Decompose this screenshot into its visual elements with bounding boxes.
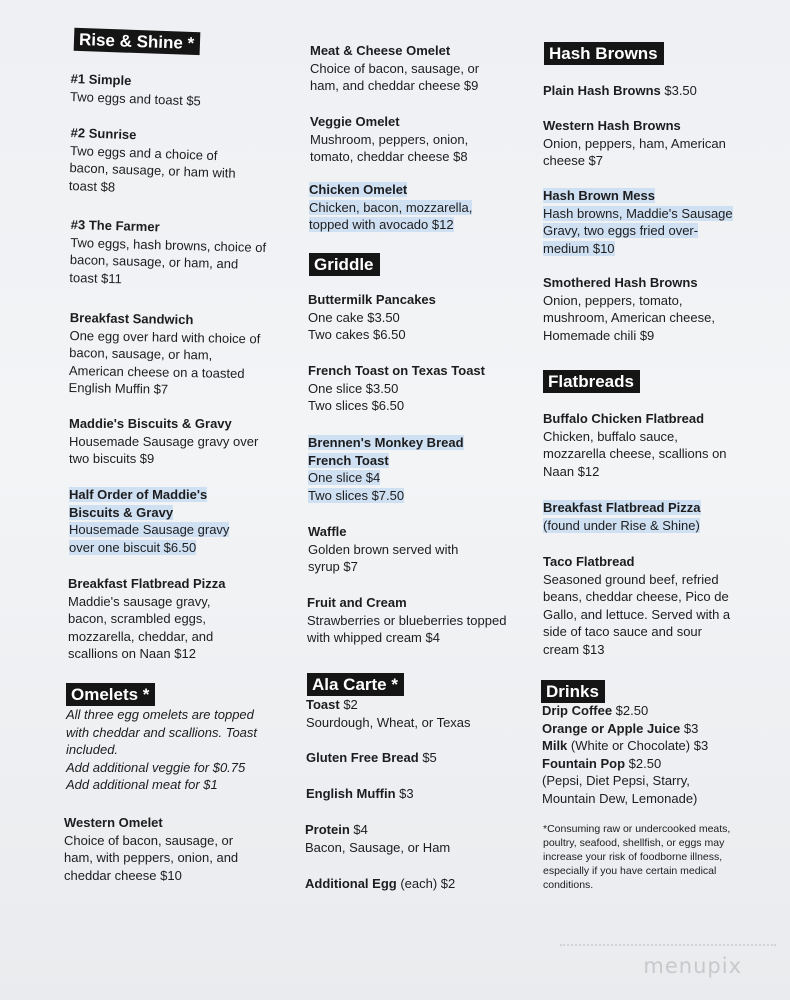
item-desc: Mushroom, peppers, onion, tomato, cheddar cheese $8 [310, 131, 469, 165]
item-desc: One egg over hard with choice of bacon, sausage, or ham, American cheese on a toasted English Muffin $7 [68, 327, 261, 398]
drink-item: Milk (White or Chocolate) $3 [542, 738, 709, 754]
section-omelets: Omelets * [66, 683, 155, 706]
item-desc: Housemade Sausage gravy over two biscuits $9 [69, 433, 259, 467]
item-price: One cake $3.50 [308, 309, 400, 325]
section-griddle: Griddle [309, 253, 380, 276]
item-name: Toast [306, 697, 340, 712]
item-price: $2 [339, 697, 358, 712]
item-name: Buttermilk Pancakes [308, 292, 436, 307]
item-name: Breakfast Flatbread Pizza [68, 576, 226, 591]
item-name: Chicken Omelet [309, 182, 408, 197]
item-desc: Two eggs and a choice of bacon, sausage, or ham with toast $8 [68, 142, 236, 195]
menu-item [64, 814, 259, 884]
menu-item [543, 82, 743, 100]
item-desc: Onion, peppers, tomato, mushroom, American cheese, Homemade chili $9 [543, 292, 715, 343]
item-desc: (found under Rise & Shine) [543, 517, 700, 533]
menu-item-highlighted [543, 499, 743, 534]
item-desc: Maddie's sausage gravy, bacon, scrambled eggs, mozzarella, cheddar, and scallions on Naan $12 [68, 593, 214, 662]
menu-item [310, 42, 510, 95]
item-name: Western Hash Browns [543, 118, 681, 133]
item-name: Maddie's Biscuits & Gravy [69, 416, 232, 431]
section-flatbreads: Flatbreads [543, 370, 640, 393]
menu-item [70, 70, 271, 112]
menu-item [305, 821, 505, 856]
menu-item [69, 415, 259, 468]
menu-item [307, 594, 507, 647]
item-name: Veggie Omelet [310, 114, 400, 129]
menu-item-highlighted [308, 434, 478, 504]
item-desc: Housemade Sausage gravy over one biscuit $6.50 [69, 522, 230, 555]
omelet-note [66, 706, 266, 794]
menu-item [306, 696, 506, 731]
drink-item: Fountain Pop $2.50 [542, 755, 662, 771]
item-name: Buffalo Chicken Flatbread [543, 411, 705, 426]
disclaimer: *Consuming raw or undercooked meats, poultry, seafood, shellfish, or eggs may increase your risk of foodborne illness, especially if you have certain medical conditions. [543, 823, 731, 891]
item-name: Half Order of Maddie's Biscuits & Gravy [69, 487, 208, 520]
item-price: One slice $3.50 [308, 380, 399, 396]
menu-item [68, 309, 270, 400]
item-desc: Bacon, Sausage, or Ham [305, 839, 451, 855]
item-name: Meat & Cheese Omelet [310, 43, 451, 58]
menu-item [543, 410, 743, 480]
item-name: Smothered Hash Browns [543, 275, 698, 290]
drinks-list [542, 702, 752, 808]
item-desc: Choice of bacon, sausage, or ham, with peppers, onion, and cheddar cheese $10 [64, 832, 239, 883]
item-name: Taco Flatbread [543, 554, 635, 569]
item-name: Breakfast Flatbread Pizza [543, 500, 701, 515]
watermark-logo: menupix [643, 954, 742, 978]
menu-item-highlighted [69, 486, 249, 556]
menu-item [306, 785, 506, 803]
menu-item [543, 274, 733, 344]
item-price: $3 [395, 786, 414, 801]
item-desc: Choice of bacon, sausage, or ham, and cheddar cheese $9 [310, 60, 480, 94]
item-name: Brennen's Monkey Bread French Toast [308, 435, 464, 468]
divider [560, 944, 776, 946]
item-desc: Hash browns, Maddie's Sausage Gravy, two eggs fried over-medium $10 [543, 205, 733, 256]
item-price: $3.50 [660, 83, 697, 98]
menu-item [310, 113, 490, 166]
item-price: Two slices $7.50 [308, 487, 405, 503]
item-desc: Sourdough, Wheat, or Texas [306, 714, 471, 730]
note-line: Add additional veggie for $0.75 [66, 759, 246, 775]
note-line: Add additional meat for $1 [66, 777, 218, 793]
menu-item [308, 291, 508, 344]
menu-item-highlighted [543, 187, 743, 257]
item-name: Gluten Free Bread [306, 750, 419, 765]
item-desc: Golden brown served with syrup $7 [308, 541, 459, 575]
menu-item [68, 575, 253, 663]
item-name: #3 The Farmer [70, 216, 160, 235]
item-name: English Muffin [306, 786, 396, 801]
item-name: Fruit and Cream [307, 595, 407, 610]
menu-item [543, 553, 738, 659]
item-desc: Chicken, bacon, mozzarella, topped with avocado $12 [309, 199, 473, 233]
menu-item-highlighted [309, 181, 484, 234]
item-price: $5 [418, 750, 437, 765]
section-ala-carte: Ala Carte * [307, 673, 404, 696]
item-name: #1 Simple [70, 70, 132, 89]
menu-item [308, 523, 478, 576]
item-price: Two cakes $6.50 [308, 327, 406, 343]
item-name: French Toast on Texas Toast [308, 363, 485, 378]
item-name: Breakfast Sandwich [69, 309, 194, 328]
item-name: Additional Egg [305, 876, 397, 891]
item-name: Waffle [308, 524, 347, 539]
section-rise-shine: Rise & Shine * [74, 28, 201, 55]
item-desc: Two eggs, hash browns, choice of bacon, sausage, or ham, and toast $11 [69, 234, 267, 287]
menu-item [308, 362, 518, 415]
pop-list: (Pepsi, Diet Pepsi, Starry, Mountain Dew, Lemonade) [542, 773, 698, 806]
item-name: Hash Brown Mess [543, 188, 655, 203]
item-price: One slice $4 [308, 470, 381, 486]
item-price: (each) $2 [396, 876, 456, 891]
item-desc: Onion, peppers, ham, American cheese $7 [543, 135, 726, 169]
menu-item [543, 117, 743, 170]
item-price: $4 [349, 822, 368, 837]
menu-item [305, 875, 505, 893]
item-desc: Strawberries or blueberries topped with whipped cream $4 [307, 612, 507, 646]
note-line: All three egg omelets are topped with cheddar and scallions. Toast included. [66, 707, 258, 758]
section-hash-browns: Hash Browns [544, 42, 664, 65]
item-desc: Two eggs and toast $5 [69, 88, 202, 109]
drink-item: Drip Coffee $2.50 [542, 703, 649, 718]
item-name: Plain Hash Browns [543, 83, 661, 98]
item-desc: Chicken, buffalo sauce, mozzarella cheese, scallions on Naan $12 [543, 428, 727, 479]
item-desc: Seasoned ground beef, refried beans, cheddar cheese, Pico de Gallo, and lettuce. Served with a side of taco sauce and sour cream $13 [543, 571, 731, 657]
item-name: Western Omelet [64, 815, 163, 830]
item-price: Two slices $6.50 [308, 398, 405, 414]
section-drinks: Drinks [541, 680, 605, 703]
drink-item: Orange or Apple Juice $3 [542, 720, 699, 736]
item-name: #2 Sunrise [70, 124, 137, 143]
item-name: Protein [305, 822, 350, 837]
menu-item [69, 124, 261, 201]
menu-item [69, 216, 271, 292]
menu-item [306, 749, 506, 767]
